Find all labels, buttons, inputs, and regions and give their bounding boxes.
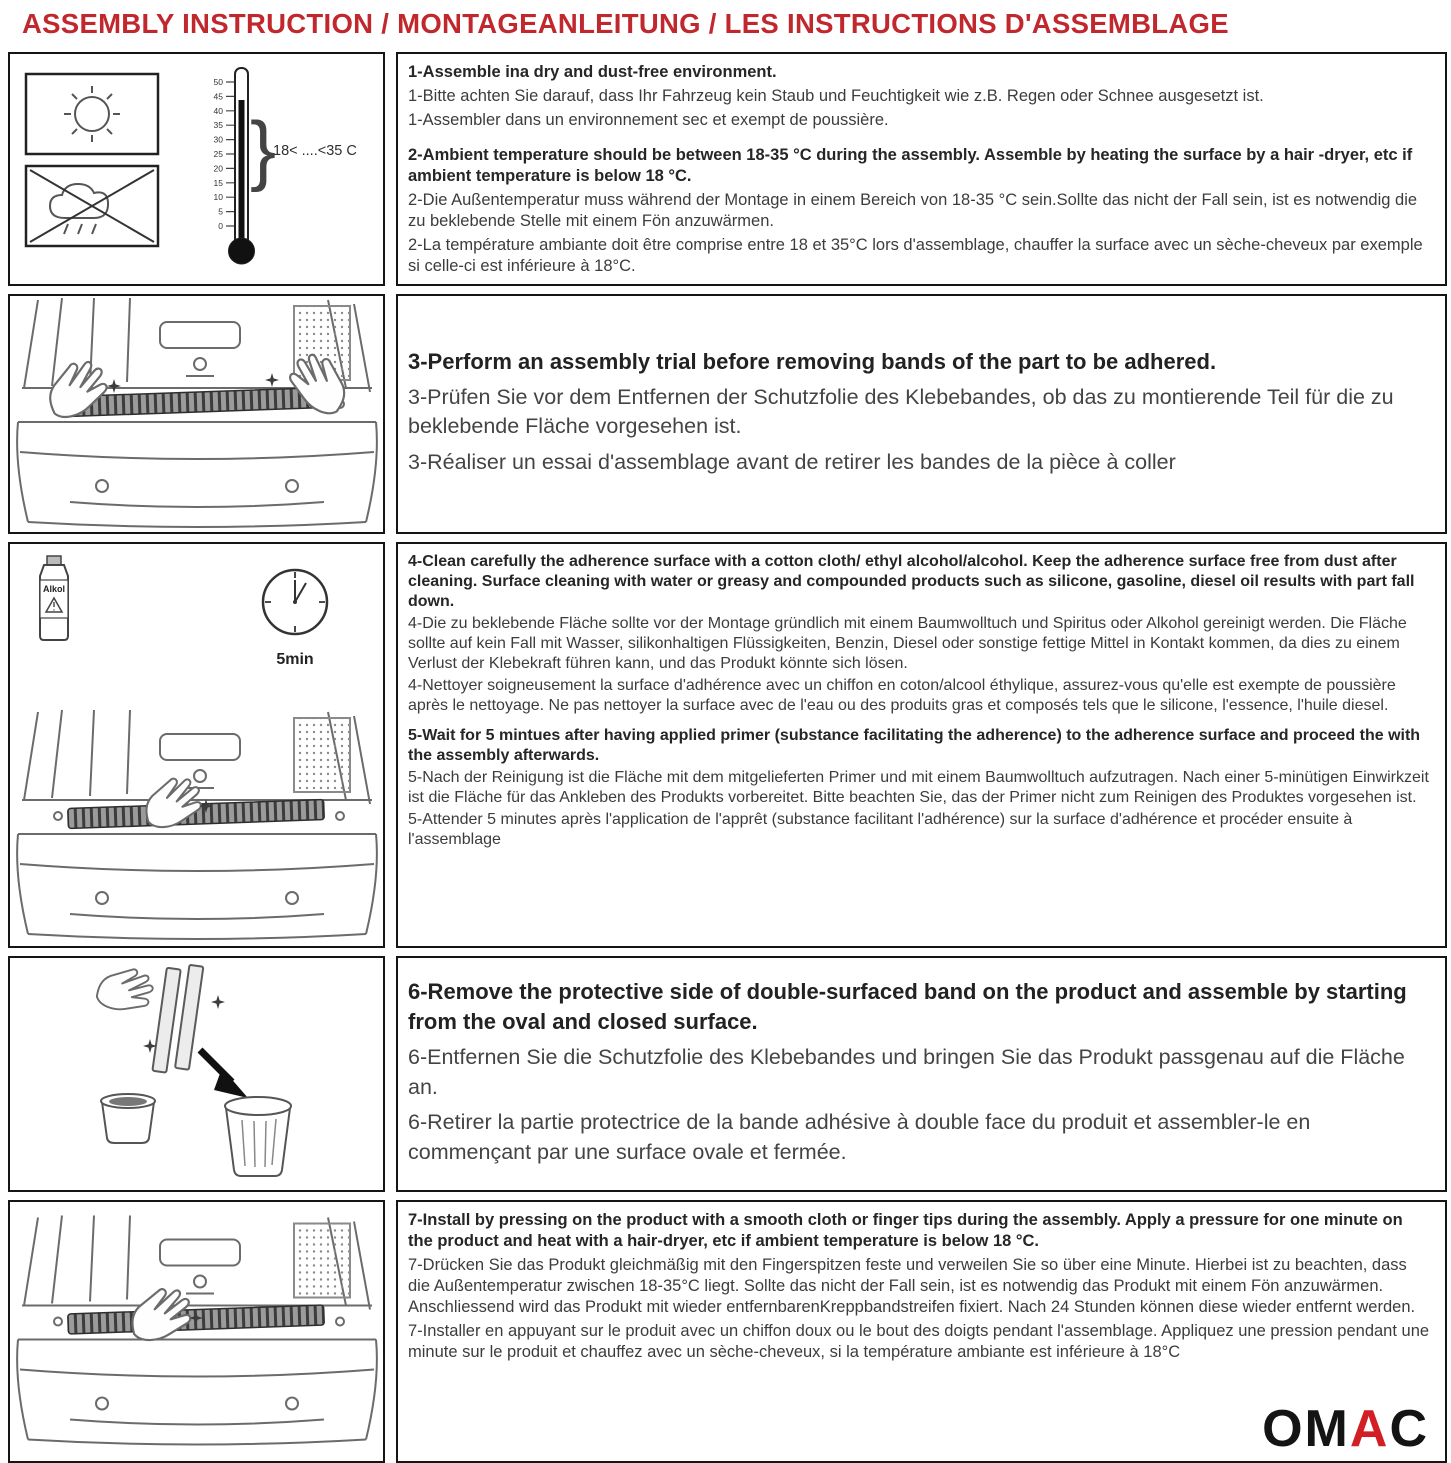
logo-letter-c: C bbox=[1389, 1400, 1429, 1458]
step-4-en: 4-Clean carefully the adherence surface with a cotton cloth/ ethyl alcohol/alcohol. Keep the adherence surface free from dust after cleaning. Surface cleaning with water or greasy and compounded products such as silicone, gasoline, diesel oil results with part fall down. bbox=[408, 553, 1415, 610]
clock-icon bbox=[263, 570, 327, 634]
step-7-fr: 7-Installer en appuyant sur le produit avec un chiffon doux ou le bout des doigts pendant l'assemblage. Appliquez une pression pendant une minute sur le produit et chauffez avec un sèche-cheveux, si la température ambiante est inférieure à 18°C bbox=[408, 1321, 1430, 1361]
step-3-de: 3-Prüfen Sie vor dem Entfernen der Schutzfolie des Klebebandes, ob das zu montierende Teil für die zu beklebende Fläche vorgesehen ist. bbox=[408, 384, 1394, 439]
paragraph-gap bbox=[408, 134, 1431, 145]
no-rain-icon bbox=[30, 170, 154, 242]
thermometer-icon bbox=[214, 68, 357, 264]
section-step-4-5 bbox=[8, 542, 1447, 948]
svg-text:40: 40 bbox=[213, 105, 223, 116]
svg-text:0: 0 bbox=[218, 221, 223, 231]
cleaning-illustration bbox=[8, 542, 385, 948]
instructions-step-6 bbox=[396, 956, 1447, 1192]
step-4-de: 4-Die zu beklebende Fläche sollte vor der Montage gründlich mit einem Baumwolltuch und Spiritus oder Alkohol gereinigt werden. Die Fläche sollte auf kein Fall mit Wasser, silikonhaltigen Flüssigkeiten, Benzin, Diesel oder sonstige fettige Mittel in Kontakt kommen, da dies zu einem Verlust der Klebekraft führen kann, und das Produkt könnte sich lösen. bbox=[408, 615, 1407, 672]
protective-film-strips bbox=[152, 962, 203, 1076]
trash-bin-icon bbox=[225, 1097, 291, 1176]
instructions-step-7 bbox=[396, 1200, 1447, 1463]
section-step-7 bbox=[8, 1200, 1447, 1463]
svg-text:5: 5 bbox=[218, 206, 223, 217]
step-3-en: 3-Perform an assembly trial before removing bands of the part to be adhered. bbox=[408, 348, 1217, 374]
step-6-de: 6-Entfernen Sie die Schutzfolie des Klebebandes und bringen Sie das Produkt passgenau auf die Fläche an. bbox=[408, 1045, 1405, 1099]
hand-icon bbox=[126, 1279, 198, 1354]
paragraph-gap bbox=[408, 718, 1431, 726]
step-1-en: 1-Assemble ina dry and dust-free environment. bbox=[408, 63, 777, 81]
environment-art bbox=[10, 54, 383, 284]
step-1-de: 1-Bitte achten Sie darauf, dass Ihr Fahrzeug kein Staub und Feuchtigkeit wie z.B. Regen oder Schnee ausgesetzt ist. bbox=[408, 86, 1264, 105]
environment-illustration bbox=[8, 52, 385, 286]
cleaning-art bbox=[10, 544, 383, 946]
svg-text:20: 20 bbox=[213, 163, 223, 174]
peel-band-illustration bbox=[8, 956, 385, 1192]
car-rear-bumper-art bbox=[17, 710, 377, 939]
temp-range-label: 18< ....<35 C bbox=[273, 143, 357, 159]
svg-text:50: 50 bbox=[213, 77, 223, 87]
section-step-3 bbox=[8, 294, 1447, 534]
step-5-de: 5-Nach der Reinigung ist die Fläche mit dem mitgelieferten Primer und mit einem Baumwolltuch aufzutragen. Nach einer 5-minütigen Einwirkzeit ist die Fläche für das Ankleben des Produkts vorbereitet. Bitte beachten Sie, das der Primer nicht zum Reinigen des Produktes vorgesehen ist. bbox=[408, 769, 1429, 806]
step-5-en: 5-Wait for 5 mintues after having applied primer (substance facilitating the adherence) to the adherence surface and proceed the with the assembly afterwards. bbox=[408, 727, 1421, 764]
trial-fit-illustration bbox=[8, 294, 385, 534]
logo-letter-a: A bbox=[1349, 1400, 1390, 1458]
car-rear-bumper-art bbox=[10, 1202, 383, 1461]
range-brace: } bbox=[250, 105, 277, 193]
peel-band-art bbox=[10, 958, 383, 1190]
svg-text:15: 15 bbox=[213, 177, 223, 188]
alcohol-bottle-icon bbox=[40, 556, 68, 640]
section-step-1-2 bbox=[8, 52, 1447, 286]
hand-icon bbox=[141, 769, 208, 838]
step-7-de: 7-Drücken Sie das Produkt gleichmäßig mit den Fingerspitzen feste und verweilen Sie so über eine Minute. Hierbei ist zu beachten, dass die Außentemperatur zwischen 18-35°C liegt. Sollte das nicht der Fall sein, ist es notwendig das Produkt mit einem Fön anzuwärmen. Anschliessend wird das Produkt mit wieder entfernbarenKreppbandstreifen fixiert. Nach 24 Stunden können diese wieder entfernt werden. bbox=[408, 1255, 1416, 1316]
step-1-fr: 1-Assembler dans un environnement sec et exempt de poussière. bbox=[408, 110, 889, 129]
instructions-step-4-5 bbox=[396, 542, 1447, 948]
svg-text:10: 10 bbox=[213, 192, 223, 203]
instructions-step-3 bbox=[396, 294, 1447, 534]
hand-icon bbox=[91, 958, 162, 1027]
step-4-fr: 4-Nettoyer soigneusement la surface d'adhérence avec un chiffon en coton/alcool éthylique, assurez-vous qu'elle est exempte de poussière après le nettoyage. Ne pas nettoyer la surface avec de l'eau ou des produits gras et composés tels que le silicone, l'essence, l'huile diesel. bbox=[408, 677, 1396, 714]
omac-logo bbox=[1262, 1400, 1429, 1458]
instructions-step-1-2 bbox=[396, 52, 1447, 286]
car-rear-icon bbox=[17, 710, 377, 939]
spark-icon bbox=[265, 373, 279, 387]
svg-text:45: 45 bbox=[213, 91, 223, 102]
car-rear-bumper-art bbox=[10, 296, 383, 532]
bottle-label: Alkol bbox=[42, 584, 66, 594]
step-2-de: 2-Die Außentemperatur muss während der Montage in einem Bereich von 18-35 °C sein.Sollte das nicht der Fall sein, ist es notwendig die zu beklebende Stelle mit einem Fön anzuwärmen. bbox=[408, 190, 1418, 230]
step-5-fr: 5-Attender 5 minutes après l'application de l'apprêt (substance facilitant l'adhérence) sur la surface d'adhérence et procéder ensuite à l'assemblage bbox=[408, 811, 1353, 848]
svg-text:35: 35 bbox=[213, 120, 223, 131]
svg-text:25: 25 bbox=[213, 149, 223, 159]
page-title: ASSEMBLY INSTRUCTION / MONTAGEANLEITUNG / LES INSTRUCTIONS D'ASSEMBLAGE bbox=[22, 8, 1229, 39]
section-step-6 bbox=[8, 956, 1447, 1192]
spark-icon bbox=[211, 995, 225, 1009]
step-2-en: 2-Ambient temperature should be between 18-35 °C during the assembly. Assemble by heating the surface by a hair -dryer, etc if ambient temperature is below 18 °C. bbox=[408, 145, 1413, 185]
step-6-fr: 6-Retirer la partie protectrice de la bande adhésive à double face du produit et assembler-le en commençant par une surface ovale et fermée. bbox=[408, 1110, 1311, 1164]
svg-text:30: 30 bbox=[213, 134, 223, 145]
thermometer-scale bbox=[214, 77, 224, 231]
step-2-fr: 2-La température ambiante doit être comprise entre 18 et 35°C lors d'assemblage, chauffer la surface avec un sèche-cheveux par exemple si celle-ci est inférieure à 18°C. bbox=[408, 235, 1423, 275]
sun-icon bbox=[64, 86, 120, 142]
product-cup-icon bbox=[101, 1094, 155, 1143]
press-install-illustration bbox=[8, 1200, 385, 1463]
step-3-fr: 3-Réaliser un essai d'assemblage avant de retirer les bandes de la pièce à coller bbox=[408, 449, 1176, 474]
car-rear-icon bbox=[17, 1216, 377, 1445]
clock-label: 5min bbox=[276, 651, 314, 668]
spark-icon bbox=[107, 379, 121, 393]
step-7-en: 7-Install by pressing on the product with a smooth cloth or finger tips during the assembly. Apply a pressure for one minute on the product and heat with a hair-dryer, etc if ambient temperature is below 18 °C. bbox=[408, 1211, 1403, 1250]
logo-letters-om: OM bbox=[1262, 1400, 1350, 1458]
step-6-en: 6-Remove the protective side of double-surfaced band on the product and assemble by starting from the oval and closed surface. bbox=[408, 978, 1407, 1035]
